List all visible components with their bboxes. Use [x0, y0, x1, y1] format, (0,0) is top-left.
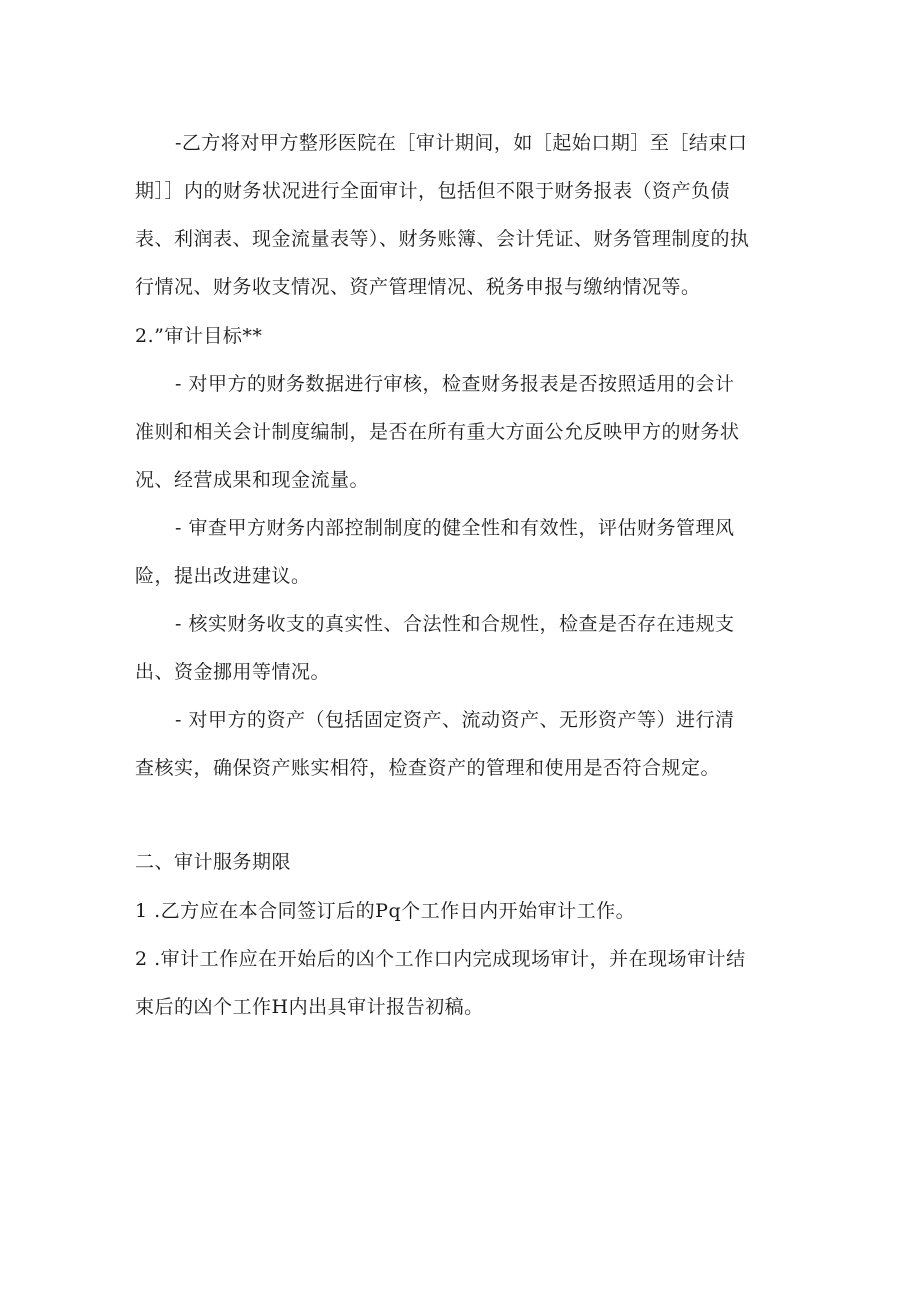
objective-4-line-2: 查核实，确保资产账实相符，检查资产的管理和使用是否符合规定。 — [135, 757, 721, 779]
scope-paragraph-line-1: -乙方将对甲方整形医院在［审计期间，如［起始口期］至［结束口 — [175, 132, 748, 154]
section-2-heading: 二、审计服务期限 — [135, 851, 292, 873]
term-2-line-2: 束后的凶个工作H内出具审计报告初稿。 — [135, 996, 484, 1018]
scope-paragraph-line-4: 行情况、财务收支情况、资产管理情况、税务申报与缴纳情况等。 — [135, 276, 701, 298]
objective-2-line-1: - 审查甲方财务内部控制制度的健全性和有效性，评估财务管理风 — [175, 517, 735, 539]
objectives-heading: 2.”审计目标** — [135, 325, 263, 347]
objective-3-line-1: - 核实财务收支的真实性、合法性和合规性，检查是否存在违规支 — [175, 613, 735, 635]
objective-1-line-2: 准则和相关会计制度编制，是否在所有重大方面公允反映甲方的财务状 — [135, 421, 740, 443]
term-2-line-1: 2 .审计工作应在开始后的凶个工作口内完成现场审计，并在现场审计结 — [135, 948, 746, 970]
objective-1-line-3: 况、经营成果和现金流量。 — [135, 469, 370, 491]
scope-paragraph-line-2: 期］］内的财务状况进行全面审计，包括但不限于财务报表（资产负债 — [135, 180, 731, 202]
objective-1-line-1: - 对甲方的财务数据进行审核，检查财务报表是否按照适用的会计 — [175, 373, 735, 395]
objective-3-line-2: 出、资金挪用等情况。 — [135, 661, 331, 683]
objective-2-line-2: 险，提出改进建议。 — [135, 565, 311, 587]
scope-paragraph-line-3: 表、利润表、现金流量表等）、财务账簿、会计凭证、财务管理制度的执 — [135, 228, 750, 250]
objective-4-line-1: - 对甲方的资产（包括固定资产、流动资产、无形资产等）进行清 — [175, 709, 735, 731]
term-1: 1 .乙方应在本合同签订后的Pq个工作日内开始审计工作。 — [135, 900, 636, 922]
